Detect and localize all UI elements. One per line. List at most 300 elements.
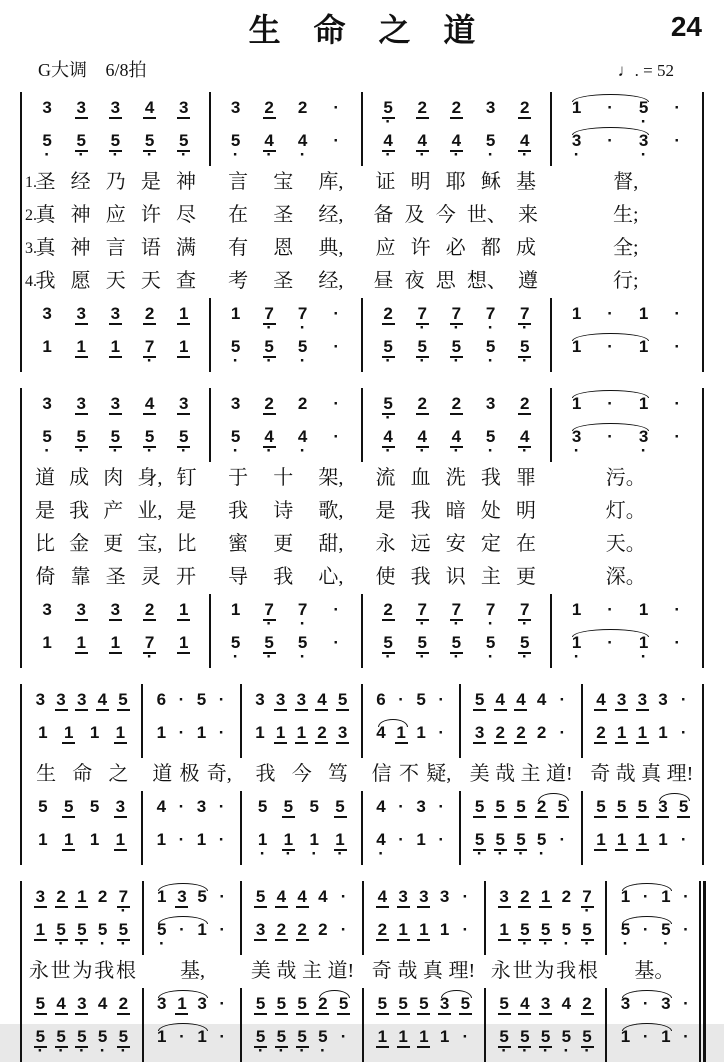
note-digit: 1 (616, 723, 627, 742)
lyric-syllable: 督, (613, 171, 639, 193)
note-digit: 5 (264, 633, 274, 652)
note-digit: 2 (383, 304, 393, 323)
note-digit: 3 (42, 600, 52, 619)
note-digit: · (178, 830, 185, 849)
note (275, 1027, 288, 1060)
page-number: 24 (670, 11, 702, 42)
note (619, 1027, 632, 1056)
voice-row (365, 302, 548, 335)
measure (552, 92, 702, 166)
lyric-syllable: 金 (69, 533, 90, 555)
tie-arc (158, 1023, 208, 1031)
note (382, 633, 395, 666)
lyric-syllable: 夜 (404, 270, 425, 292)
note-digit: 1 (157, 1027, 167, 1046)
note (656, 723, 669, 752)
note-digit: 5 (561, 1027, 572, 1046)
lyric-measure (143, 760, 242, 789)
augmentation-dot (330, 600, 343, 629)
octave-dot: · (487, 318, 494, 337)
voice-row (609, 992, 702, 1025)
note-digit: 4 (520, 994, 530, 1013)
note (375, 690, 388, 719)
note (253, 690, 266, 719)
lyric-syllable: 美 (469, 763, 490, 785)
music-system (20, 881, 704, 1062)
lyric-syllable: 都 (480, 237, 501, 259)
note (375, 830, 388, 863)
lyric-syllable: 使 (375, 566, 396, 588)
note-digit: 4 (144, 394, 155, 413)
note-digit: 1 (439, 1027, 450, 1046)
measure (211, 92, 363, 166)
note (195, 690, 208, 719)
note (395, 723, 408, 752)
note-digit: 1 (571, 98, 582, 117)
note-digit: · (607, 427, 613, 446)
note (594, 830, 607, 859)
lyric-syllable: 于 (228, 467, 249, 489)
note-digit: · (340, 920, 347, 939)
note-digit: · (559, 830, 566, 849)
lyric-measure (22, 497, 210, 526)
measure (486, 881, 608, 955)
note-digit: 5 (276, 1027, 287, 1046)
note (263, 98, 276, 127)
lyric-syllable: 圣 (35, 171, 56, 193)
note (636, 797, 649, 826)
lyric-measure (550, 530, 702, 559)
measure (364, 988, 486, 1062)
note-digit: · (462, 887, 469, 906)
lyric-syllable: 今 (291, 763, 312, 785)
lyric-syllable: 成 (69, 467, 90, 489)
note-digit: 1 (658, 830, 668, 849)
note-digit: 7 (118, 887, 129, 906)
lyric-syllable: 心, (318, 566, 344, 588)
lyric-syllable: 有 (228, 237, 249, 259)
lyric-measure (210, 234, 362, 263)
lyric-syllable: 真 (641, 763, 662, 785)
note (659, 994, 672, 1023)
lyric-syllable: 主 (520, 763, 541, 785)
lyric-syllable: 天 (140, 270, 161, 292)
lyric-syllable: 笃 (327, 763, 348, 785)
lyric-syllable: 世 (50, 960, 71, 982)
octave-dot: · (266, 145, 272, 164)
note-digit: · (333, 427, 340, 446)
note-digit: 4 (451, 427, 462, 446)
note (484, 600, 497, 633)
note (195, 723, 208, 752)
note-digit: 4 (264, 427, 274, 446)
lyric-syllable: 我 (228, 500, 249, 522)
note (75, 131, 88, 164)
octave-dot: · (337, 844, 343, 863)
lyric-syllable: 世、 (466, 204, 507, 226)
note (656, 797, 669, 826)
note (498, 1027, 511, 1060)
voice-row (244, 1025, 360, 1058)
notation-pair (22, 92, 702, 166)
note (229, 633, 242, 666)
augmentation-dot (337, 887, 350, 916)
note-digit: 5 (337, 690, 348, 709)
augmentation-dot (671, 394, 684, 423)
note-digit: 5 (485, 633, 496, 652)
note-digit: 4 (516, 690, 526, 709)
note (296, 131, 309, 164)
note (637, 633, 650, 666)
octave-dot: · (266, 647, 272, 666)
note (659, 920, 672, 953)
voice-row (365, 425, 548, 458)
note (637, 394, 650, 423)
note (415, 797, 428, 826)
lyric-syllable: 是 (35, 500, 56, 522)
note-digit: · (438, 830, 445, 849)
measure (22, 298, 211, 372)
note-digit: 3 (76, 98, 86, 117)
note (155, 723, 168, 752)
note (535, 797, 548, 826)
tie-arc (158, 916, 208, 924)
lyric-syllable: 哉 (495, 763, 516, 785)
note-digit: · (398, 830, 404, 849)
note-digit: 3 (42, 304, 52, 323)
note (114, 797, 127, 826)
octave-dot: · (257, 1041, 264, 1060)
key-row (14, 54, 710, 86)
note (296, 427, 309, 460)
tie-arc (319, 990, 350, 998)
lyric-measure (362, 530, 550, 559)
note (117, 994, 130, 1023)
octave-dot: · (78, 934, 85, 953)
note-digit: 1 (156, 830, 167, 849)
octave-dot: · (385, 351, 391, 370)
note-digit: 3 (76, 394, 86, 413)
note (296, 633, 309, 666)
voice-row (366, 1025, 482, 1058)
note (417, 920, 430, 949)
note-digit: 5 (196, 690, 207, 709)
note-digit: 1 (115, 723, 126, 742)
octave-dot: · (453, 441, 460, 460)
note-digit: 1 (620, 1027, 631, 1046)
note (636, 723, 649, 752)
tie-arc (538, 793, 569, 801)
octave-dot: · (99, 934, 106, 953)
note-digit: 6 (376, 690, 386, 709)
voice-row (145, 828, 237, 861)
voice-row (554, 598, 700, 631)
voice-row (463, 688, 578, 721)
lyric-syllable: 歌, (318, 500, 344, 522)
note (256, 830, 269, 863)
note (143, 304, 156, 333)
note (263, 394, 276, 423)
note (397, 994, 410, 1023)
lyric-syllable: 遵 (517, 270, 538, 292)
note (316, 920, 329, 949)
octave-dot: · (487, 441, 494, 460)
note (55, 1027, 68, 1060)
note-digit: 4 (561, 994, 572, 1013)
augmentation-dot (435, 797, 448, 826)
tempo-marking: ♩. = 52 (617, 61, 674, 80)
note-digit: 2 (383, 600, 393, 619)
note-digit: 1 (571, 633, 582, 652)
voice-row (365, 392, 548, 425)
note-digit: 4 (156, 797, 167, 816)
measure (363, 791, 461, 865)
tie-arc (572, 423, 649, 431)
note-digit: 7 (144, 633, 155, 652)
augmentation-dot (604, 131, 617, 160)
note-digit: 3 (658, 690, 668, 709)
octave-dot: · (563, 1041, 570, 1060)
note-digit: 1 (64, 830, 74, 849)
lyric-syllable: 在 (228, 204, 249, 226)
voice-row (365, 828, 457, 861)
note (175, 994, 188, 1023)
note (41, 98, 54, 127)
lyric-syllable: 恩 (273, 237, 294, 259)
note-digit: 3 (638, 427, 649, 446)
voice-row (365, 598, 548, 631)
note (263, 337, 276, 370)
note (415, 723, 428, 752)
note-digit: 5 (616, 797, 627, 816)
note-digit: 3 (178, 394, 189, 413)
note-digit: 3 (540, 994, 551, 1013)
lyric-measure (550, 234, 702, 263)
note-digit: 1 (398, 1027, 408, 1046)
tie-arc (378, 719, 408, 727)
octave-dot: · (146, 441, 153, 460)
voice-row (488, 992, 604, 1025)
note (109, 131, 122, 164)
octave-dot: · (146, 351, 153, 370)
note (196, 994, 209, 1023)
note (177, 131, 190, 164)
note-digit: 1 (76, 337, 86, 356)
voice-row (554, 425, 700, 458)
note-digit: 4 (596, 690, 606, 709)
note (560, 920, 573, 953)
note (109, 427, 122, 460)
note (88, 723, 101, 752)
octave-dot: · (266, 614, 272, 633)
note-digit: 3 (230, 98, 241, 117)
note (450, 98, 463, 127)
octave-dot: · (58, 934, 64, 953)
octave-dot: · (584, 934, 590, 953)
tie-arc (622, 1023, 672, 1031)
augmentation-dot (671, 427, 684, 456)
note-digit: 5 (42, 131, 52, 150)
note (560, 1027, 573, 1060)
note-digit: 5 (230, 131, 241, 150)
notation-pair (22, 791, 702, 865)
octave-dot: · (232, 441, 239, 460)
measure (242, 881, 364, 955)
measure (22, 684, 143, 758)
note (316, 994, 329, 1023)
measure (363, 684, 461, 758)
lyric-syllable: 想、 (466, 270, 507, 292)
note-digit: 3 (110, 600, 121, 619)
lyric-measure (22, 267, 210, 296)
augmentation-dot (639, 1027, 652, 1056)
octave-dot: · (299, 351, 306, 370)
note-digit: 1 (156, 723, 167, 742)
note (417, 1027, 430, 1056)
note-digit: 3 (255, 920, 266, 939)
note-digit: 4 (56, 994, 66, 1013)
note-digit: · (179, 920, 185, 939)
note (619, 887, 632, 916)
note-digit: 1 (178, 304, 189, 323)
measure (22, 388, 211, 462)
note (539, 994, 552, 1023)
note-digit: · (462, 1027, 469, 1046)
octave-dot: · (58, 1041, 64, 1060)
note (55, 690, 68, 719)
tie-arc (158, 883, 208, 891)
note-digit: · (607, 337, 613, 356)
note (175, 887, 188, 916)
note (473, 723, 486, 752)
note (382, 304, 395, 333)
augmentation-dot (677, 723, 690, 752)
note (450, 131, 463, 164)
augmentation-dot (671, 131, 684, 160)
note (229, 131, 242, 164)
octave-dot: · (497, 844, 504, 863)
note-digit: 5 (495, 797, 506, 816)
note (296, 920, 309, 949)
lyric-syllable: 业, (137, 500, 163, 522)
note-digit: 5 (38, 797, 48, 816)
note-digit: 5 (520, 920, 530, 939)
voice-row (24, 96, 207, 129)
note-digit: · (219, 920, 226, 939)
measure (363, 298, 552, 372)
note (637, 600, 650, 629)
lyric-syllable: 暗 (445, 500, 466, 522)
note-digit: 1 (178, 600, 189, 619)
note (656, 690, 669, 719)
augmentation-dot (175, 920, 188, 949)
note-digit: 4 (519, 131, 530, 150)
note (484, 131, 497, 164)
note (518, 1027, 531, 1060)
octave-dot: · (542, 934, 549, 953)
voice-row (24, 688, 139, 721)
lyric-syllable: 比 (35, 533, 56, 555)
note-digit: 3 (177, 887, 187, 906)
lyrics-line (22, 232, 702, 265)
note-digit: 1 (661, 887, 671, 906)
lyric-syllable: 基, (179, 960, 205, 982)
lyric-syllable: 更 (273, 533, 294, 555)
voice-row (24, 392, 207, 425)
lyric-syllable: 污。 (605, 467, 646, 489)
lyric-measure (550, 563, 702, 592)
lyric-syllable: 基 (515, 171, 536, 193)
note (334, 830, 347, 863)
note-digit: · (333, 633, 340, 652)
note (155, 797, 168, 826)
note-digit: · (674, 131, 681, 150)
note-digit: · (674, 600, 681, 619)
lyrics-line (22, 528, 702, 561)
lyric-syllable: 为 (534, 960, 555, 982)
voice-row (24, 918, 140, 951)
measure (552, 594, 702, 668)
note-digit: 1 (110, 337, 121, 356)
voice-row (365, 721, 457, 754)
note-digit: · (178, 797, 185, 816)
note-digit: 5 (495, 830, 506, 849)
note-digit: 1 (42, 337, 52, 356)
lyric-syllable: 思 (435, 270, 456, 292)
note (196, 920, 209, 949)
note (450, 633, 463, 666)
note-digit: 4 (297, 131, 308, 150)
voice-row (365, 631, 548, 664)
note (34, 887, 47, 916)
note-digit: 4 (495, 690, 506, 709)
lyric-syllable: 理! (666, 763, 694, 785)
note (539, 887, 552, 916)
lyric-syllable: 血 (410, 467, 431, 489)
augmentation-dot (216, 994, 229, 1023)
note-digit: 5 (474, 797, 485, 816)
note (254, 920, 267, 949)
note-digit: 1 (616, 830, 627, 849)
note-digit: · (333, 600, 340, 619)
key-signature-group (38, 56, 161, 82)
note-digit: 1 (571, 337, 582, 356)
note-digit: 2 (297, 920, 307, 939)
note-digit: 4 (297, 427, 308, 446)
note (296, 304, 309, 337)
note-digit: 5 (255, 994, 266, 1013)
augmentation-dot (679, 920, 692, 949)
note-digit: · (333, 337, 340, 356)
lyric-syllable: 靠 (70, 566, 91, 588)
note-digit: 3 (485, 394, 496, 413)
note-digit: 5 (474, 830, 485, 849)
note-digit: · (219, 1027, 226, 1046)
voice-row (585, 795, 700, 828)
note (75, 98, 88, 127)
lyric-syllable: 我 (273, 566, 294, 588)
note-digit: 7 (297, 600, 308, 619)
lyric-syllable: 愿 (70, 270, 91, 292)
lyric-measure (210, 530, 362, 559)
note (518, 600, 531, 633)
lyric-syllable: 成 (515, 237, 536, 259)
note (535, 723, 548, 752)
note (450, 337, 463, 370)
score (14, 92, 710, 1062)
note-digit: 5 (318, 1027, 328, 1046)
note (41, 337, 54, 366)
